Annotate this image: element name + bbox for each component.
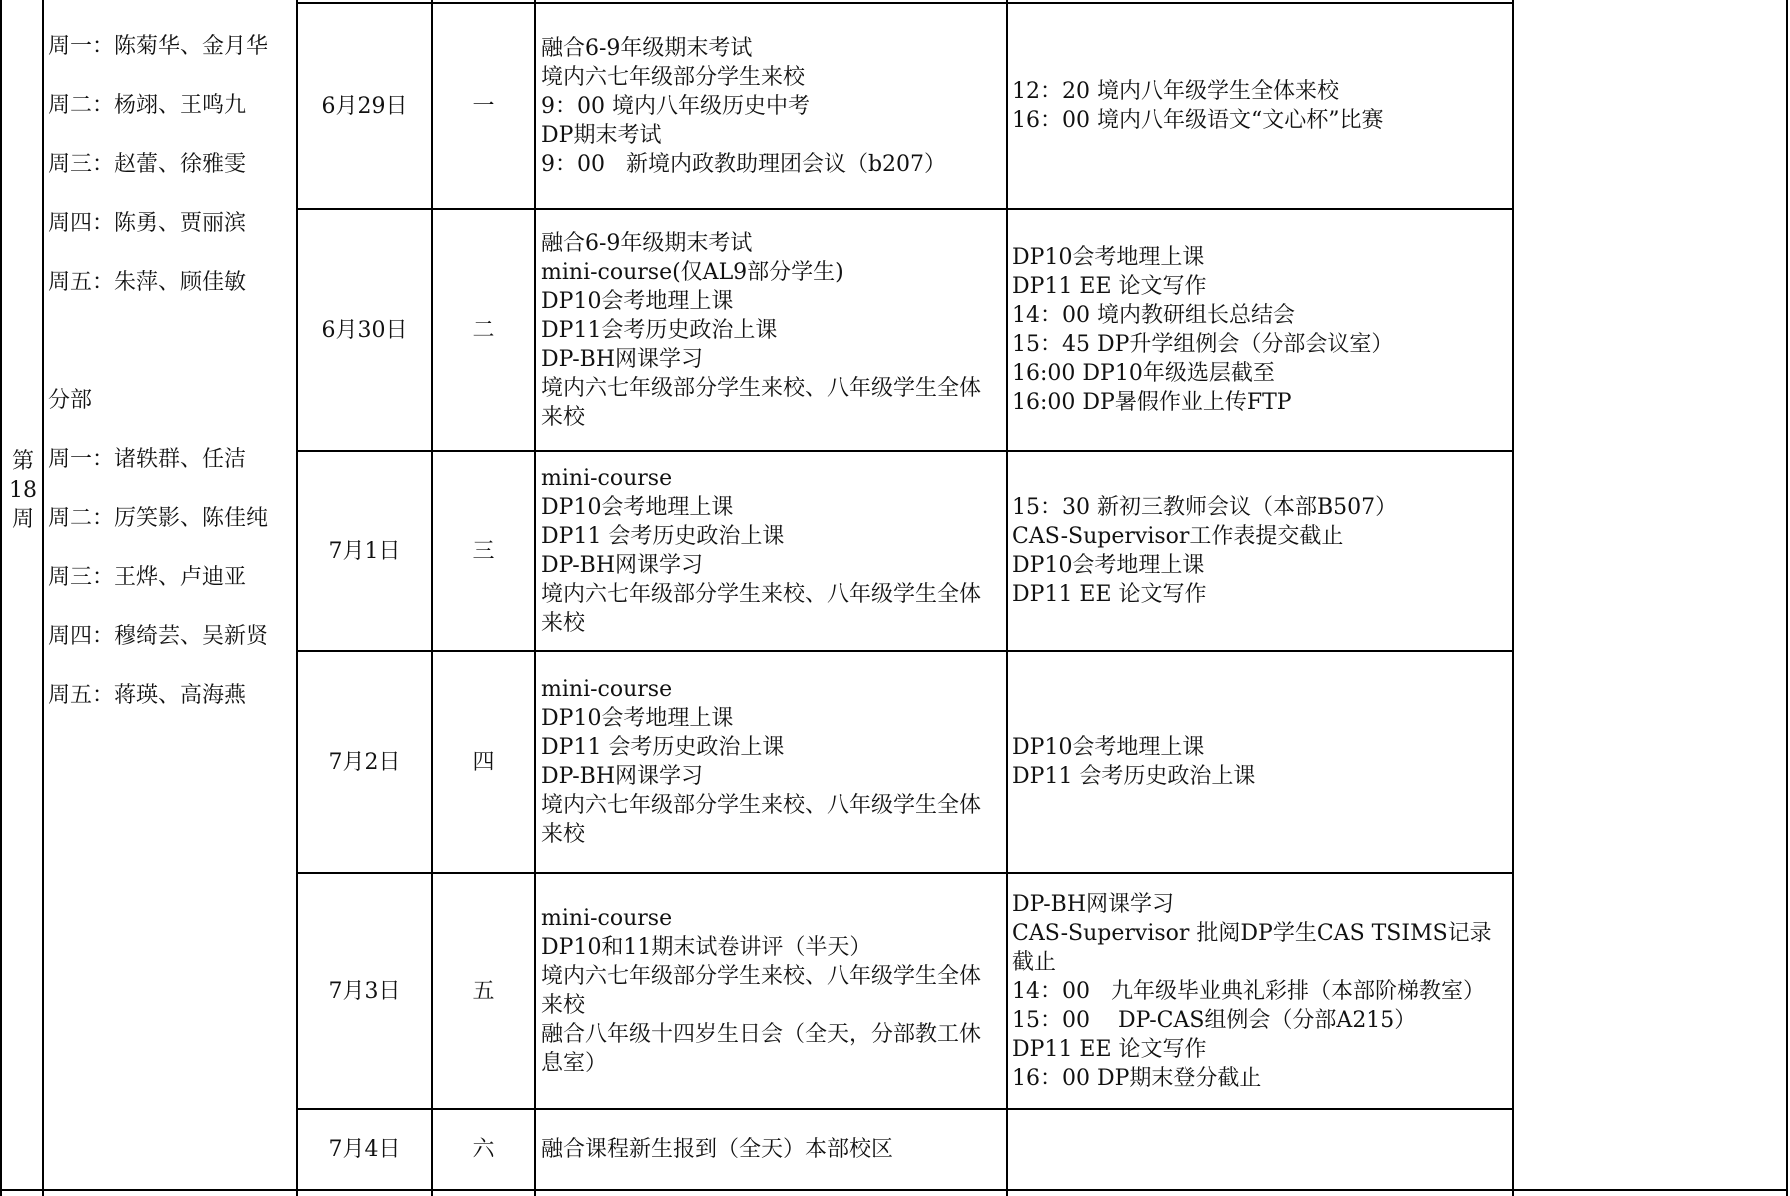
date-cell	[298, 874, 431, 1108]
notes-cell	[1012, 652, 1507, 872]
date-text: 7月2日	[328, 749, 401, 775]
duty-main-line: 周二：杨翊、王鸣九	[48, 92, 247, 118]
duty-branch-line: 周四：穆绮芸、吴新贤	[48, 623, 269, 649]
duty-main-line: 周四：陈勇、贾丽滨	[48, 210, 247, 236]
notes-text: 12：20 境内八年级学生全体来校 16：00 境内八年级语文“文心杯”比赛	[1012, 79, 1384, 133]
date-text: 6月30日	[321, 317, 408, 343]
events-cell	[541, 652, 1000, 872]
date-cell	[298, 210, 431, 450]
duty-branch-title: 分部	[48, 387, 93, 413]
weekday-text: 一	[472, 93, 495, 119]
table-border-bottom	[0, 1189, 1788, 1191]
week-label: 第 18 周	[9, 449, 37, 532]
events-cell	[541, 874, 1000, 1108]
duty-branch-line: 周二：厉笑影、陈佳纯	[48, 505, 269, 531]
notes-text: 15：30 新初三教师会议（本部B507） CAS-Supervisor工作表提交截止 DP10会考地理上课 DP11 EE 论文写作	[1012, 495, 1398, 607]
weekday-cell	[433, 452, 534, 650]
events-text: mini-course DP10会考地理上课 DP11 会考历史政治上课 DP-BH网课学习 境内六七年级部分学生来校、八年级学生全体来校	[541, 677, 982, 847]
events-cell	[541, 1110, 1000, 1189]
date-text: 7月1日	[328, 538, 401, 564]
date-cell	[298, 452, 431, 650]
weekday-cell	[433, 4, 534, 208]
date-cell	[298, 4, 431, 208]
notes-cell	[1012, 210, 1507, 450]
weekday-text: 二	[472, 317, 495, 343]
notes-cell	[1012, 1110, 1507, 1189]
date-cell	[298, 1110, 431, 1189]
duty-branch-line: 周一：诸轶群、任洁	[48, 446, 247, 472]
notes-cell	[1012, 452, 1507, 650]
duty-main-line: 周一：陈菊华、金月华	[48, 33, 269, 59]
table-divider-notes	[1512, 0, 1514, 1196]
duty-spacer	[48, 327, 293, 357]
events-text: 融合课程新生报到（全天）本部校区	[541, 1137, 894, 1162]
events-text: 融合6-9年级期末考试 mini-course(仅AL9部分学生) DP10会考地理上课 DP11会考历史政治上课 DP-BH网课学习 境内六七年级部分学生来校、八年级学生全体来校	[541, 230, 982, 430]
table-divider-weekday	[534, 0, 536, 1196]
date-cell	[298, 652, 431, 872]
table-border-right	[1786, 0, 1788, 1196]
table-border-left	[0, 0, 2, 1196]
date-text: 6月29日	[321, 93, 408, 119]
date-text: 7月3日	[328, 978, 401, 1004]
weekday-cell	[433, 210, 534, 450]
duty-branch-line: 周五：蒋瑛、高海燕	[48, 682, 247, 708]
date-text: 7月4日	[328, 1137, 401, 1162]
notes-cell	[1012, 4, 1507, 208]
weekday-cell	[433, 874, 534, 1108]
weekday-cell	[433, 1110, 534, 1189]
events-cell	[541, 452, 1000, 650]
weekday-text: 五	[472, 978, 495, 1004]
duty-main-line: 周五：朱萍、顾佳敏	[48, 269, 247, 295]
notes-cell	[1012, 874, 1507, 1108]
table-divider-events	[1006, 0, 1008, 1196]
duty-roster	[48, 2, 293, 740]
weekday-text: 四	[472, 749, 495, 775]
table-divider-week	[42, 0, 44, 1196]
notes-text: DP-BH网课学习 CAS-Supervisor 批阅DP学生CAS TSIMS记录截止 14：00 九年级毕业典礼彩排（本部阶梯教室） 15：00 DP-CAS组例会（分部A215） DP11 EE 论文写作 16：00 DP期末登分截止	[1012, 891, 1492, 1091]
notes-text: DP10会考地理上课 DP11 EE 论文写作 14：00 境内教研组长总结会 15：45 DP升学组例会（分部会议室） 16:00 DP10年级选层截至 16:00 DP暑假作业上传FTP	[1012, 245, 1394, 415]
events-text: 融合6-9年级期末考试 境内六七年级部分学生来校 9：00 境内八年级历史中考 DP期末考试 9：00 新境内政教助理团会议（b207）	[541, 35, 947, 177]
events-text: mini-course DP10和11期末试卷讲评（半天） 境内六七年级部分学生来校、八年级学生全体来校 融合八年级十四岁生日会（全天，分部教工休息室）	[541, 906, 982, 1076]
duty-branch-line: 周三：王烨、卢迪亚	[48, 564, 247, 590]
weekday-text: 三	[472, 538, 495, 564]
weekday-cell	[433, 652, 534, 872]
events-cell	[541, 4, 1000, 208]
events-cell	[541, 210, 1000, 450]
duty-main-line: 周三：赵蕾、徐雅雯	[48, 151, 247, 177]
notes-text: DP10会考地理上课 DP11 会考历史政治上课	[1012, 735, 1256, 789]
events-text: mini-course DP10会考地理上课 DP11 会考历史政治上课 DP-BH网课学习 境内六七年级部分学生来校、八年级学生全体来校	[541, 466, 982, 636]
weekday-text: 六	[472, 1137, 495, 1162]
